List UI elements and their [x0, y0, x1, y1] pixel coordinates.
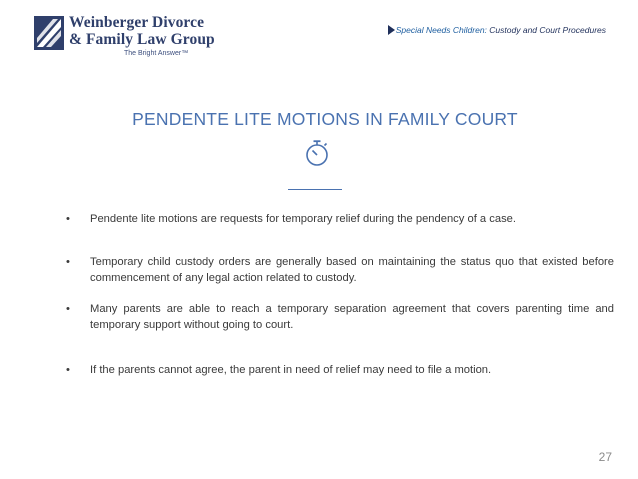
header-subtopic: Custody and Court Procedures	[489, 25, 606, 35]
logo-name-line2: & Family Law Group	[69, 31, 215, 48]
bullet-item	[66, 211, 614, 227]
bullet-text: Pendente lite motions are requests for temporary relief during the pendency of a case.	[90, 213, 516, 225]
bullet-marker: •	[66, 213, 70, 225]
bullet-marker: •	[66, 303, 70, 315]
slide-title-text: PENDENTE LITE MOTIONS IN FAMILY COURT	[132, 109, 518, 129]
stopwatch-icon	[304, 138, 330, 168]
header-topic: Special Needs Children:	[395, 25, 487, 35]
bullet-marker: •	[66, 256, 70, 268]
bullet-text: If the parents cannot agree, the parent in need of relief may need to file a motion.	[90, 364, 492, 376]
page-number: 27	[598, 450, 612, 464]
bullet-text: Temporary child custody orders are generally based on maintaining the status quo that existed before commencement of any legal action related to custody.	[90, 256, 614, 284]
bullet-text: Many parents are able to reach a temporary separation agreement that covers parenting time and temporary support without going to court.	[90, 303, 614, 331]
logo-tagline: The Bright Answer™	[124, 50, 189, 57]
company-logo	[34, 14, 214, 64]
section-header	[388, 25, 606, 35]
bullet-marker: •	[66, 364, 70, 376]
arrow-right-icon	[388, 25, 395, 35]
logo-name-line1: Weinberger Divorce	[69, 14, 205, 31]
stacked-squares-logo-icon	[34, 16, 64, 50]
bullet-item	[66, 301, 614, 333]
slide-title	[0, 109, 638, 130]
bullet-item	[66, 254, 614, 286]
bullet-item	[66, 362, 614, 378]
title-divider	[288, 189, 342, 190]
